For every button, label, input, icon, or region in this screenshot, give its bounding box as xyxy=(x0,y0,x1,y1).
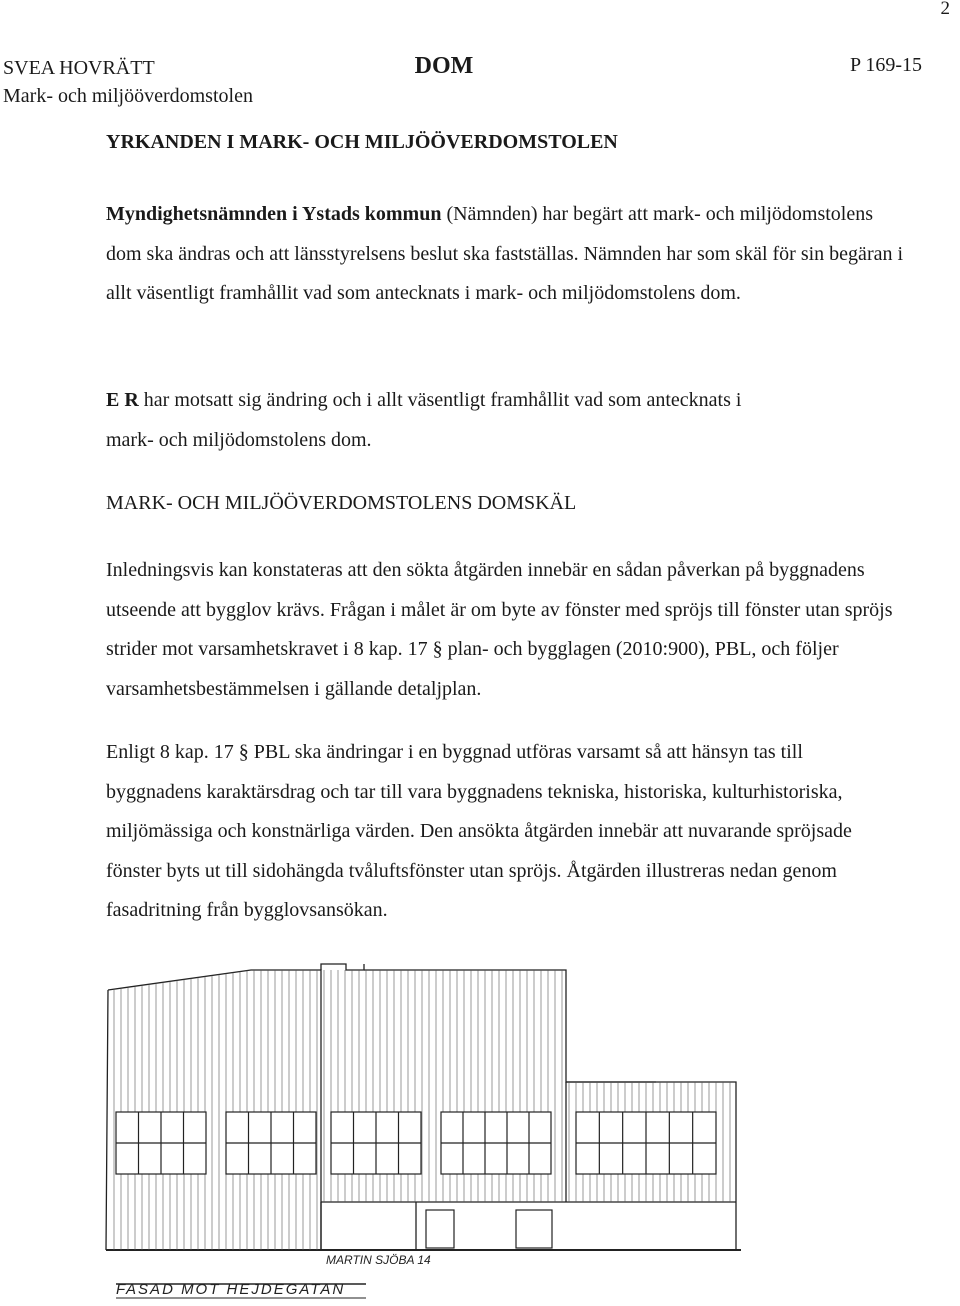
section-heading-claims: YRKANDEN I MARK- OCH MILJÖÖVERDOMSTOLEN xyxy=(106,131,618,153)
drawing-caption: FASAD MOT HEJDEGATAN xyxy=(116,1281,346,1298)
paragraph-text: har motsatt sig ändring och i allt väsentligt framhållit vad som antecknats i mark- och miljödomstolens dom. xyxy=(106,389,742,451)
paragraph-respondent xyxy=(106,381,746,460)
window-group xyxy=(116,1112,716,1174)
page-number: 2 xyxy=(940,0,950,19)
paragraph-reasons-2: Enligt 8 kap. 17 § PBL ska ändringar i en byggnad utföras varsamt så att hänsyn tas till byggnadens karaktärsdrag och tar till vara byggnadens tekniska, historiska, kulturhistoriska, miljömässiga och konstnärliga värden. Den ansökta åtgärden innebär att nuvarande spröjsade fönster byts ut till sidohängda tvåluftsfönster utan spröjs. Åtgärden illustreras nedan genom fasadritning från bygglovsansökan. xyxy=(106,741,852,921)
section-heading-reasons: MARK- OCH MILJÖÖVERDOMSTOLENS DOMSKÄL xyxy=(106,492,577,514)
door-1 xyxy=(426,1210,454,1248)
ground-label: MARTIN SJÖBA 14 xyxy=(326,1253,431,1267)
door-2 xyxy=(516,1210,552,1248)
cladding-lines xyxy=(114,970,730,1250)
court-line-2: Mark- och miljööverdomstolen xyxy=(3,85,253,107)
party-name: Myndighetsnämnden i Ystads kommun xyxy=(106,203,442,225)
paragraph-municipality xyxy=(106,195,906,314)
document-type: DOM xyxy=(414,53,474,79)
court-line-1: SVEA HOVRÄTT xyxy=(3,57,155,79)
facade-drawing-svg xyxy=(96,962,896,1301)
paragraph-text: (Nämnden) har begärt att mark- och miljödomstolens dom ska ändras och att länsstyrelsens beslut ska fastställas. Nämnden har som skäl för sin begäran i allt väsentligt framhållit vad som antecknats i mark- och miljödomstolens dom. xyxy=(106,203,904,304)
party-name: E R xyxy=(106,389,139,411)
paragraph-reasons-1: Inledningsvis kan konstateras att den sökta åtgärden innebär en sådan påverkan på byggnadens utseende att bygglov krävs. Frågan i målet är om byte av fönster med spröjs till fönster utan spröjs strider mot varsamhetskravet i 8 kap. 17 § plan- och bygglagen (2010:900), PBL, och följer varsamhetsbestämmelsen i gällande detaljplan. xyxy=(106,559,893,700)
case-number: P 169-15 xyxy=(849,54,922,76)
facade-drawing xyxy=(96,962,896,1301)
